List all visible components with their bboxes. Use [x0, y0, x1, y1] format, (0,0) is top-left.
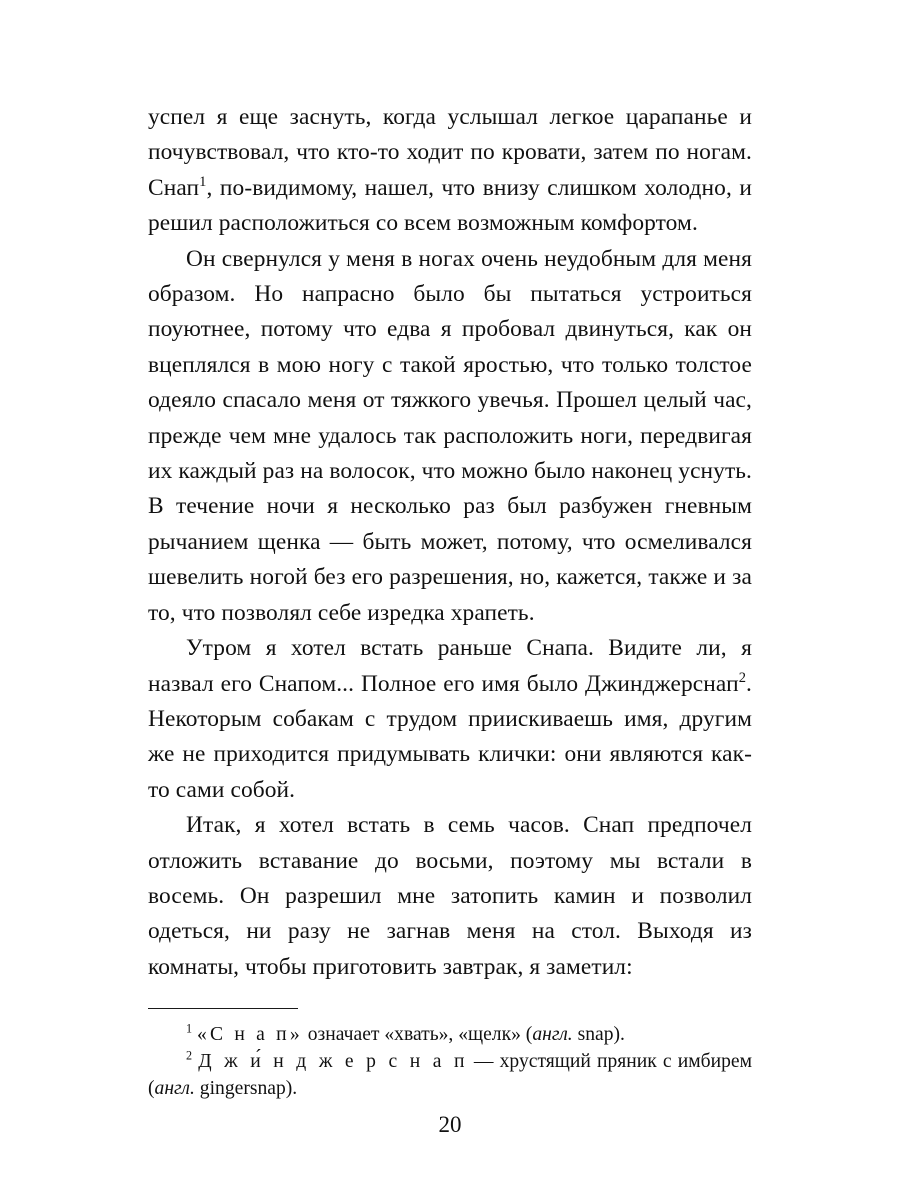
footnote-reference[interactable]: 1	[199, 174, 207, 191]
footnote-section	[148, 1008, 752, 1102]
footnote-marker: 2	[186, 1048, 193, 1063]
footnote-divider	[148, 1008, 298, 1009]
footnote-marker: 1	[186, 1021, 193, 1036]
footnote-reference[interactable]: 2	[738, 669, 747, 686]
footnote-text: snap).	[572, 1024, 625, 1045]
paragraph: Утром я хотел встать раньше Снапа. Видите ли, я назвал его Снапом... Полное его имя было Джинджерснап$^2$. Некоторым собакам с трудом приискиваешь имя, другим же не приходится придумывать клички: они являются как-то сами собой.	[148, 635, 752, 803]
paragraph: успел я еще заснуть, когда услышал легкое царапанье и почувствовал, что кто-то ходит по кровати, затем по ногам. Снап$^1$, по-видимому, нашел, что внизу слишком холодно, и решил расположиться со всем возможным комфортом.	[148, 104, 752, 237]
footnote-text: — хрустящий пряник с имбирем (	[148, 1051, 752, 1099]
footnote	[148, 1021, 752, 1048]
paragraph: Итак, я хотел встать в семь часов. Снап предпочел отложить вставание до восьми, поэтому мы встали в восемь. Он разрешил мне затопить камин и позволил одеться, ни разу не загнав меня на стол. Выходя из комнаты, чтобы приготовить завтрак, я заметил:	[148, 812, 752, 980]
footnote-text: означает «хвать», «щелк» (	[302, 1024, 533, 1045]
page-number: 20	[438, 1112, 462, 1137]
page-body	[148, 100, 752, 985]
footnote-italic: англ.	[154, 1078, 195, 1099]
footnote-list	[148, 1021, 752, 1102]
footnote-text: gingersnap).	[194, 1078, 298, 1099]
paragraph: Он свернулся у меня в ногах очень неудобным для меня образом. Но напрасно было бы пытаться устроиться поуютнее, потому что едва я пробовал двинуться, как он вцеплялся в мою ногу с такой яростью, что только толстое одеяло спасало меня от тяжкого увечья. Прошел целый час, прежде чем мне удалось так расположить ноги, передвигая их каждый раз на волосок, что можно было наконец уснуть. В течение ночи я несколько раз был разбужен гневным рычанием щенка — быть может, потому, что осмеливался шевелить ногой без его разрешения, но, кажется, также и за то, что позволял себе изредка храпеть.	[148, 245, 752, 626]
footnote-headword: «С н а п»	[196, 1024, 303, 1045]
footnote-italic: англ.	[532, 1024, 573, 1045]
footnote-headword: Д ж и́ н д ж е р с н а п	[198, 1051, 468, 1072]
footnote	[148, 1048, 752, 1102]
